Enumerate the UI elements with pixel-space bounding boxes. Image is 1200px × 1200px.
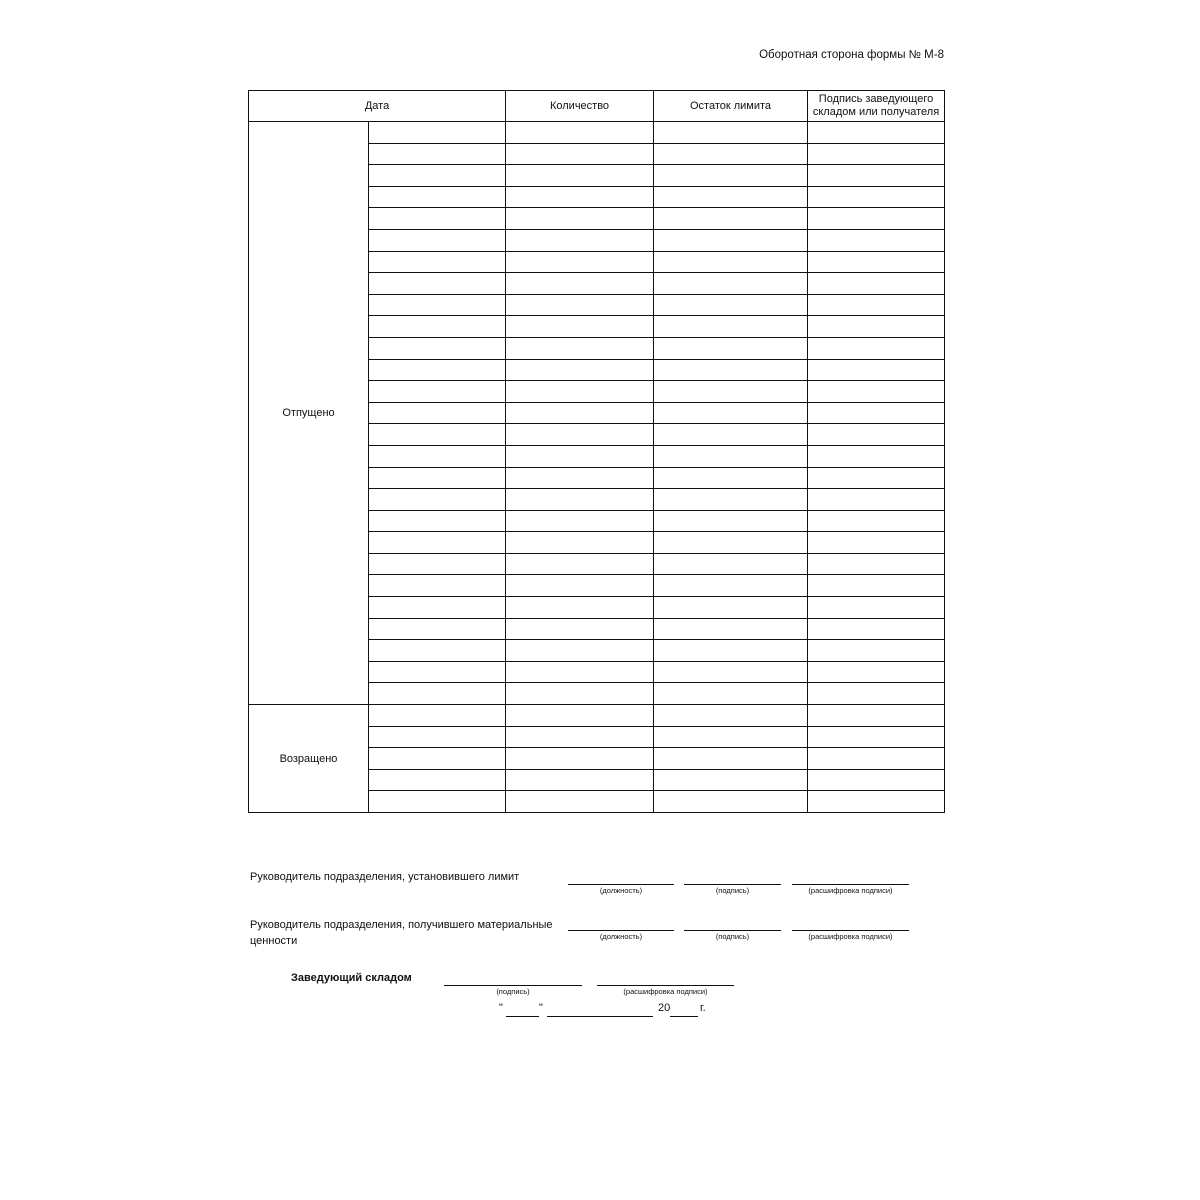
limit-remainder-cell[interactable] [654,683,808,705]
signature-cell[interactable] [808,618,945,640]
signature-cell[interactable] [808,510,945,532]
signature-cell[interactable] [808,122,945,144]
date-cell[interactable] [369,575,506,597]
quantity-cell[interactable] [506,122,654,144]
date-month-field[interactable] [547,1016,653,1017]
quantity-cell[interactable] [506,229,654,251]
quantity-cell[interactable] [506,294,654,316]
signature-cell[interactable] [808,143,945,165]
form-note: Оборотная сторона формы № М-8 [759,49,944,61]
limit-remainder-cell[interactable] [654,251,808,273]
limit-remainder-cell[interactable] [654,726,808,748]
signature-cell[interactable] [808,251,945,273]
signature-cell[interactable] [808,791,945,813]
quantity-cell[interactable] [506,489,654,511]
date-cell[interactable] [369,618,506,640]
signature-cell[interactable] [808,661,945,683]
signature-cell[interactable] [808,273,945,295]
signature-cell[interactable] [808,705,945,727]
date-cell[interactable] [369,661,506,683]
quantity-cell[interactable] [506,359,654,381]
signature-cell[interactable] [808,381,945,403]
limit-remainder-cell[interactable] [654,575,808,597]
limit-remainder-cell[interactable] [654,510,808,532]
date-cell[interactable] [369,769,506,791]
signature-cell[interactable] [808,726,945,748]
quantity-cell[interactable] [506,381,654,403]
date-cell[interactable] [369,122,506,144]
signature-cell[interactable] [808,402,945,424]
date-cell[interactable] [369,791,506,813]
limit-remainder-cell[interactable] [654,337,808,359]
quantity-cell[interactable] [506,273,654,295]
quantity-cell[interactable] [506,316,654,338]
quantity-cell[interactable] [506,251,654,273]
quantity-cell[interactable] [506,532,654,554]
limit-head-label: Руководитель подразделения, установившего лимит [250,871,520,883]
limit-head-decryption-field[interactable]: (расшифровка подписи) [792,884,909,895]
limit-remainder-cell[interactable] [654,489,808,511]
quantity-cell[interactable] [506,424,654,446]
limit-remainder-cell[interactable] [654,229,808,251]
signature-cell[interactable] [808,294,945,316]
receiver-head-decryption-field[interactable]: (расшифровка подписи) [792,930,909,941]
warehouse-head-decryption-field[interactable]: (расшифровка подписи) [597,985,734,996]
date-year-field[interactable] [670,1016,698,1017]
date-cell[interactable] [369,640,506,662]
limit-remainder-cell[interactable] [654,402,808,424]
limit-remainder-cell[interactable] [654,532,808,554]
quantity-cell[interactable] [506,683,654,705]
date-cell[interactable] [369,229,506,251]
table-header-row [249,91,945,122]
signature-cell[interactable] [808,359,945,381]
limit-remainder-cell[interactable] [654,381,808,403]
limit-head-signature-field[interactable]: (подпись) [684,884,781,895]
date-cell[interactable] [369,489,506,511]
signature-cell[interactable] [808,467,945,489]
limit-remainder-cell[interactable] [654,769,808,791]
signature-cell[interactable] [808,445,945,467]
receiver-head-position-field[interactable]: (должность) [568,930,674,941]
section-label: Возращено [249,705,369,813]
date-cell[interactable] [369,186,506,208]
date-cell[interactable] [369,597,506,619]
limit-remainder-cell[interactable] [654,618,808,640]
receiver-head-signature-field[interactable]: (подпись) [684,930,781,941]
signature-cell[interactable] [808,553,945,575]
column-header-limit-remainder: Остаток лимита [654,91,808,122]
limit-remainder-cell[interactable] [654,705,808,727]
date-cell[interactable] [369,726,506,748]
limit-remainder-cell[interactable] [654,186,808,208]
quantity-cell[interactable] [506,510,654,532]
limit-remainder-cell[interactable] [654,467,808,489]
date-cell[interactable] [369,402,506,424]
date-cell[interactable] [369,532,506,554]
receiver-head-label: Руководитель подразделения, получившего материальные ценности [250,919,553,947]
date-year-suffix: г. [700,1002,706,1014]
table-row [249,705,945,727]
table-body [249,122,945,813]
limit-remainder-cell[interactable] [654,294,808,316]
date-cell[interactable] [369,748,506,770]
quantity-cell[interactable] [506,337,654,359]
limit-remainder-cell[interactable] [654,424,808,446]
warehouse-head-signature-field[interactable]: (подпись) [444,985,582,996]
quantity-cell[interactable] [506,661,654,683]
section-label: Отпущено [249,122,369,705]
quantity-cell[interactable] [506,618,654,640]
date-cell[interactable] [369,683,506,705]
signature-cell[interactable] [808,337,945,359]
date-cell[interactable] [369,316,506,338]
limit-remainder-cell[interactable] [654,791,808,813]
date-cell[interactable] [369,208,506,230]
limit-remainder-cell[interactable] [654,143,808,165]
date-day-field[interactable] [506,1016,539,1017]
date-quote-open: " [499,1002,503,1014]
date-cell[interactable] [369,424,506,446]
date-cell[interactable] [369,445,506,467]
date-cell[interactable] [369,467,506,489]
limit-remainder-cell[interactable] [654,273,808,295]
signature-cell[interactable] [808,186,945,208]
signature-cell[interactable] [808,316,945,338]
signature-cell[interactable] [808,683,945,705]
limit-remainder-cell[interactable] [654,445,808,467]
limit-remainder-cell[interactable] [654,359,808,381]
date-cell[interactable] [369,294,506,316]
date-year-prefix: 20 [658,1002,671,1014]
quantity-cell[interactable] [506,748,654,770]
signature-cell[interactable] [808,165,945,187]
movement-table [248,90,945,813]
warehouse-head-label: Заведующий складом [291,972,412,984]
signature-cell[interactable] [808,640,945,662]
date-cell[interactable] [369,359,506,381]
quantity-cell[interactable] [506,445,654,467]
signature-cell[interactable] [808,597,945,619]
signature-cell[interactable] [808,532,945,554]
quantity-cell[interactable] [506,640,654,662]
table-row [249,122,945,144]
quantity-cell[interactable] [506,597,654,619]
limit-head-position-field[interactable]: (должность) [568,884,674,895]
signature-cell[interactable] [808,489,945,511]
column-header-date: Дата [249,91,506,122]
date-cell[interactable] [369,273,506,295]
quantity-cell[interactable] [506,186,654,208]
date-cell[interactable] [369,143,506,165]
quantity-cell[interactable] [506,165,654,187]
date-cell[interactable] [369,510,506,532]
limit-remainder-cell[interactable] [654,661,808,683]
date-quote-close: " [539,1002,543,1014]
signature-cell[interactable] [808,424,945,446]
column-header-signature: Подпись заведующего складом или получателя [808,91,945,122]
quantity-cell[interactable] [506,208,654,230]
quantity-cell[interactable] [506,726,654,748]
limit-remainder-cell[interactable] [654,597,808,619]
quantity-cell[interactable] [506,467,654,489]
date-cell[interactable] [369,337,506,359]
quantity-cell[interactable] [506,791,654,813]
date-cell[interactable] [369,553,506,575]
date-cell[interactable] [369,165,506,187]
limit-remainder-cell[interactable] [654,165,808,187]
limit-remainder-cell[interactable] [654,122,808,144]
signature-cell[interactable] [808,208,945,230]
limit-remainder-cell[interactable] [654,316,808,338]
quantity-cell[interactable] [506,143,654,165]
limit-remainder-cell[interactable] [654,208,808,230]
column-header-quantity: Количество [506,91,654,122]
signature-cell[interactable] [808,575,945,597]
signature-cell[interactable] [808,769,945,791]
signature-cell[interactable] [808,748,945,770]
date-cell[interactable] [369,381,506,403]
quantity-cell[interactable] [506,402,654,424]
quantity-cell[interactable] [506,575,654,597]
signature-cell[interactable] [808,229,945,251]
limit-remainder-cell[interactable] [654,640,808,662]
date-cell[interactable] [369,251,506,273]
limit-remainder-cell[interactable] [654,553,808,575]
quantity-cell[interactable] [506,553,654,575]
date-cell[interactable] [369,705,506,727]
quantity-cell[interactable] [506,705,654,727]
quantity-cell[interactable] [506,769,654,791]
limit-remainder-cell[interactable] [654,748,808,770]
